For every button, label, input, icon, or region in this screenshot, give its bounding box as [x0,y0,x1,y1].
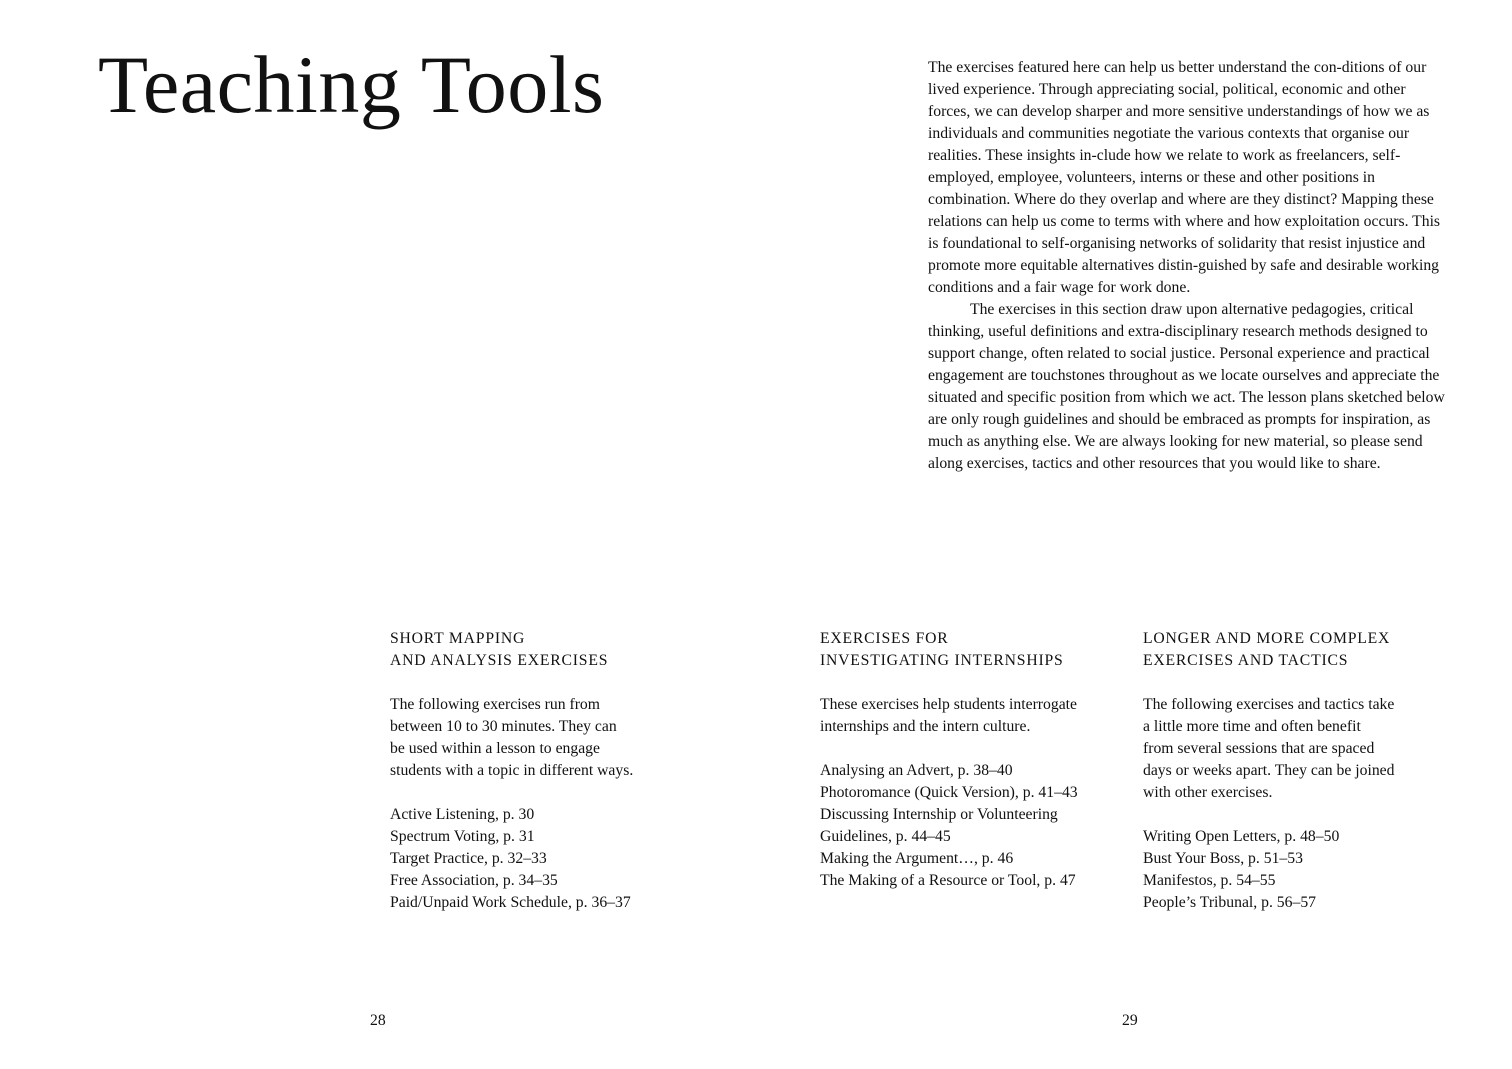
section-longer-exercises [1143,628,1453,914]
exercise-list [1143,826,1453,914]
exercise-item: Discussing Internship or Volunteering [820,806,1058,823]
page-title: Teaching Tools [98,39,605,130]
exercise-item: Photoromance (Quick Version), p. 41–43 [820,784,1078,801]
section-heading: EXERCISES FOR INVESTIGATING INTERNSHIPS [820,630,1064,669]
page-number-left: 28 [370,1012,386,1029]
exercise-item: Guidelines, p. 44–45 [820,828,951,845]
exercise-item: Analysing an Advert, p. 38–40 [820,762,1013,779]
exercise-list [820,760,1135,892]
page-number-right: 29 [1122,1012,1138,1029]
exercise-item: Bust Your Boss, p. 51–53 [1143,850,1303,867]
exercise-item: People’s Tribunal, p. 56–57 [1143,894,1317,911]
exercise-item: Paid/Unpaid Work Schedule, p. 36–37 [390,894,631,911]
exercise-item: Writing Open Letters, p. 48–50 [1143,828,1340,845]
section-description: The following exercises and tactics take a little more time and often benefit from several sessions that are spaced days or weeks apart. They can be joined with other exercises. [1143,696,1395,801]
intro-text [928,57,1448,475]
section-internships [820,628,1135,892]
exercise-list [390,804,710,914]
section-heading: SHORT MAPPING AND ANALYSIS EXERCISES [390,630,609,669]
exercise-item: Free Association, p. 34–35 [390,872,558,889]
section-heading: LONGER AND MORE COMPLEX EXERCISES AND TACTICS [1143,630,1391,669]
intro-paragraph: The exercises in this section draw upon alternative pedagogies, critical thinking, useful definitions and extra-disciplinary research methods designed to support change, often related to social justice. Personal experience and practical engagement are touchstones throughout as we locate ourselves and appreciate the situated and specific position from which we act. The lesson plans sketched below are only rough guidelines and should be embraced as prompts for inspiration, as much as anything else. We are always looking for new material, so please send along exercises, tactics and other resources that you would like to share. [928,301,1445,472]
exercise-item: Spectrum Voting, p. 31 [390,828,535,845]
exercise-item: Target Practice, p. 32–33 [390,850,547,867]
exercise-item: Active Listening, p. 30 [390,806,535,823]
intro-paragraph: The exercises featured here can help us better understand the con-ditions of our lived experience. Through appreciating social, political, economic and other forces, we can develop sharper and more sensitive understandings of how we as individuals and communities negotiate the various contexts that organise our realities. These insights in-clude how we relate to work as freelancers, self-employed, employee, volunteers, interns or these and other positions in combination. Where do they overlap and where are they distinct? Mapping these relations can help us come to terms with where and how exploitation occurs. This is foundational to self-organising networks of solidarity that resist injustice and promote more equitable alternatives distin-guished by safe and desirable working conditions and a fair wage for work done. [928,59,1441,296]
section-description: These exercises help students interrogate internships and the intern culture. [820,696,1078,735]
exercise-item: Manifestos, p. 54–55 [1143,872,1276,889]
section-short-mapping [390,628,710,914]
section-description: The following exercises run from between 10 to 30 minutes. They can be used within a lesson to engage students with a topic in different ways. [390,696,634,779]
exercise-item: Making the Argument…, p. 46 [820,850,1014,867]
exercise-item: The Making of a Resource or Tool, p. 47 [820,872,1076,889]
